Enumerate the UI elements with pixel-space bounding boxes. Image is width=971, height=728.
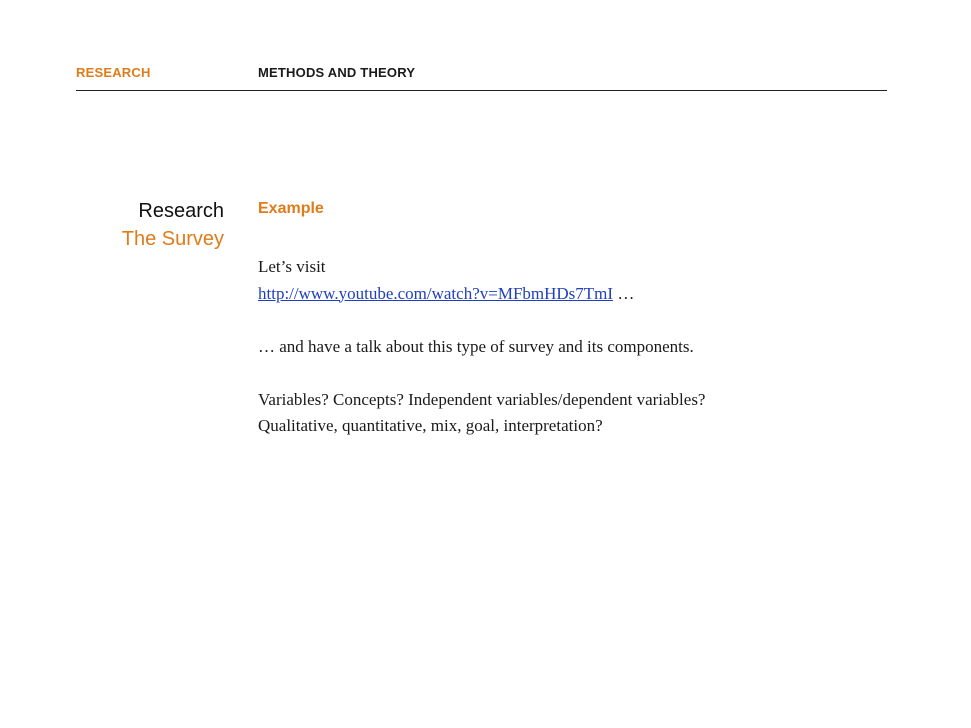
content-heading: Example — [258, 200, 324, 217]
header-divider — [76, 90, 887, 91]
talk-text: … and have a talk about this type of survey and its components. — [258, 336, 694, 356]
questions-text-1: Variables? Concepts? Independent variables/dependent variables? — [258, 389, 706, 409]
visit-text: Let’s visit — [258, 257, 326, 276]
questions-text-2: Qualitative, quantitative, mix, goal, interpretation? — [258, 416, 603, 435]
header-topic-label: METHODS AND THEORY — [258, 65, 416, 80]
sidebar-title: Research — [138, 200, 224, 222]
sidebar-subtitle: The Survey — [121, 228, 224, 250]
spacer — [258, 307, 878, 334]
link-ellipsis: … — [613, 283, 635, 303]
youtube-link[interactable]: http://www.youtube.com/watch?v=MFbmHDs7TmI — [258, 283, 614, 303]
link-line — [258, 281, 878, 308]
header-section-label: RESEARCH — [76, 65, 151, 80]
content-body — [258, 254, 878, 440]
spacer — [258, 360, 878, 387]
